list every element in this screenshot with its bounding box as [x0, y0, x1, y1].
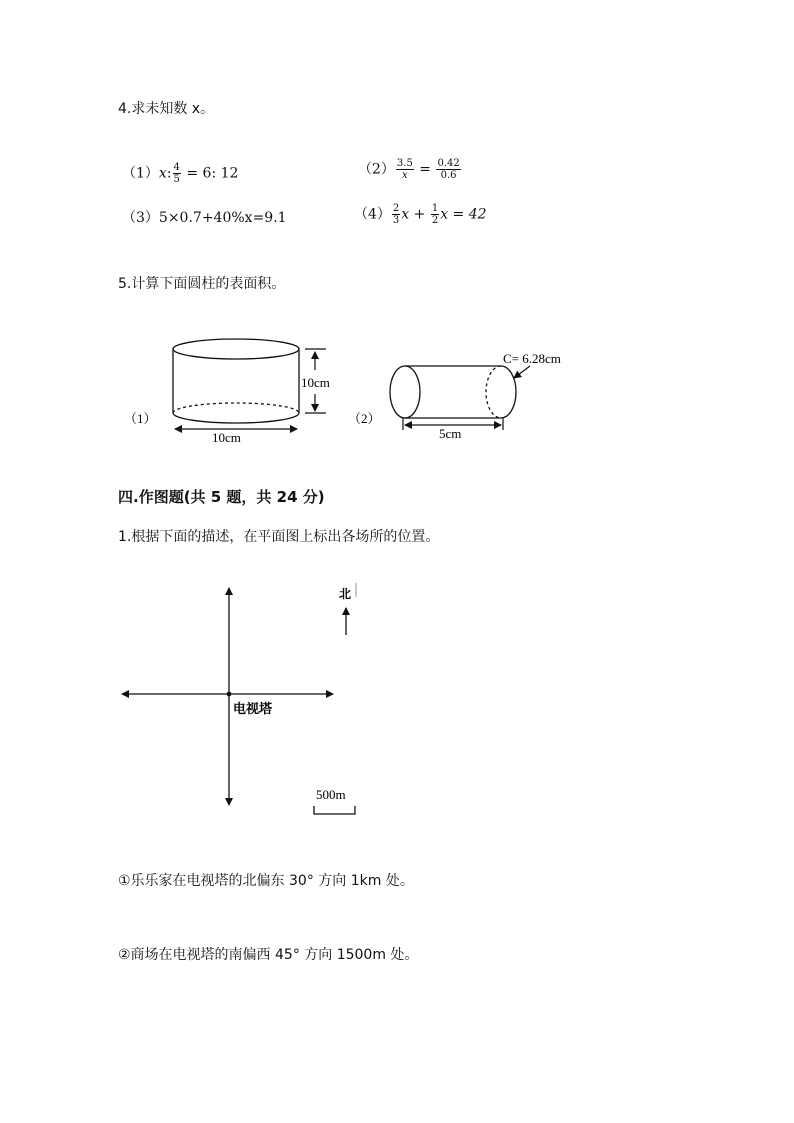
equation-2-label: （2） [358, 161, 395, 178]
fraction-numerator: 3.5 [396, 158, 413, 169]
equation-4-term-2: x = 42 [440, 206, 487, 223]
fraction-numerator: 0.42 [437, 158, 460, 169]
fraction-numerator: 2 [392, 203, 400, 214]
cylinder-2-pointer-arrow [514, 366, 530, 378]
coordinate-map [100, 570, 380, 830]
fraction-denominator: x [402, 170, 408, 181]
section-title: 四.作图题(共 5 题，共 24 分) [118, 488, 325, 506]
tv-tower-label: 电视塔 [233, 701, 273, 716]
cylinder-2 [390, 366, 516, 418]
scale-label: 500m [316, 787, 346, 802]
cylinder-2-circumference-label: C= 6.28cm [503, 351, 561, 366]
fraction-denominator: 2 [431, 215, 439, 226]
cylinder-2-label: （2） [348, 411, 381, 426]
q5-heading: 5.计算下面圆柱的表面积。 [118, 276, 286, 292]
tv-tower-point [227, 692, 232, 697]
fraction-numerator: 4 [173, 162, 180, 173]
cylinder-2-length-label: 5cm [439, 426, 462, 441]
equation-4-term-1: x + [401, 206, 426, 223]
section4-q1-heading: 1.根据下面的描述，在平面图上标出各场所的位置。 [118, 529, 440, 545]
cylinder-1 [173, 339, 299, 423]
fraction-denominator: 3 [392, 215, 400, 226]
instruction-item-2: ②商场在电视塔的南偏西 45° 方向 1500m 处。 [118, 947, 419, 963]
cylinder-1-height-label: 10cm [301, 375, 330, 390]
equation-3-expression: 5×0.7+40%x=9.1 [158, 210, 287, 226]
equation-3-label: （3） [122, 210, 159, 226]
cylinder-1-diameter-label: 10cm [212, 430, 241, 445]
cylinder-figures [0, 0, 794, 460]
equation-1-label: （1） [122, 165, 159, 182]
equation-2-equals: = [419, 161, 432, 178]
map-axes [122, 588, 333, 805]
fraction-denominator: 5 [173, 174, 180, 185]
north-label: 北 [339, 587, 352, 601]
fraction-denominator: 0.6 [440, 170, 457, 181]
fraction-numerator: 1 [431, 203, 439, 214]
equation-4-label: （4） [354, 206, 391, 223]
equation-1-rhs: = 6: 12 [186, 165, 239, 182]
equation-1-var: x [158, 165, 167, 182]
instruction-item-1: ①乐乐家在电视塔的北偏东 30° 方向 1km 处。 [118, 873, 414, 889]
cylinder-1-label: （1） [124, 411, 157, 426]
q4-heading: 4.求未知数 x。 [118, 101, 215, 117]
equation-1-colon: : [166, 165, 172, 182]
scale-bar [314, 806, 355, 814]
